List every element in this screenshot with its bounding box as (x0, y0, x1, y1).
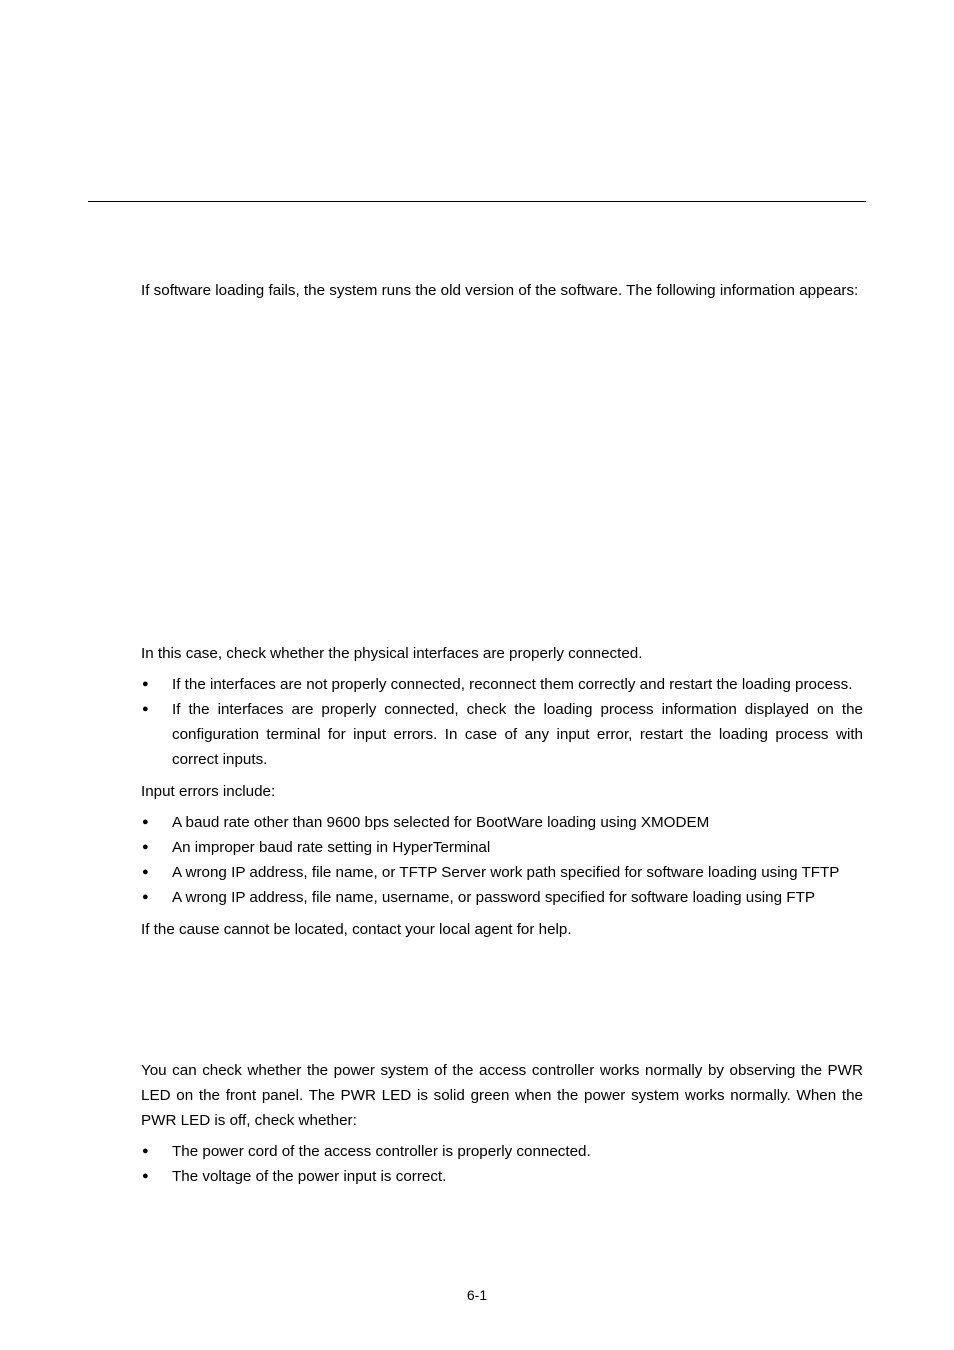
page-number: 6-1 (466, 1287, 488, 1303)
list-item: ● A baud rate other than 9600 bps selected for BootWare loading using XMODEM (141, 810, 863, 835)
header-rule (88, 201, 866, 202)
power-intro-paragraph: You can check whether the power system of the access controller works normally by observing the PWR LED on the front panel. The PWR LED is solid green when the power system works normally. When the PWR LED is off, check whether: (141, 1062, 863, 1129)
software-intro-paragraph: If software loading fails, the system runs the old version of the software. The following information appears: (141, 282, 859, 299)
power-check-list (141, 1139, 863, 1189)
interface-check-list (141, 672, 863, 772)
bullet-dot-icon: ● (142, 678, 149, 690)
software-intro-block (141, 278, 863, 303)
list-item: ● A wrong IP address, file name, or TFTP Server work path specified for software loading using TFTP (141, 860, 863, 885)
list-item: ● An improper baud rate setting in HyperTerminal (141, 835, 863, 860)
list-item: ● If the interfaces are not properly connected, reconnect them correctly and restart the loading process. (141, 672, 863, 697)
closing-paragraph: If the cause cannot be located, contact your local agent for help. (141, 921, 572, 938)
bullet-dot-icon: ● (142, 703, 149, 715)
bullet-dot-icon: ● (142, 1170, 149, 1182)
list-item: ● The power cord of the access controller is properly connected. (141, 1139, 863, 1164)
bullet-dot-icon: ● (142, 816, 149, 828)
interface-check-paragraph: In this case, check whether the physical interfaces are properly connected. (141, 645, 643, 662)
bullet-dot-icon: ● (142, 841, 149, 853)
input-errors-heading: Input errors include: (141, 783, 276, 800)
list-item: ● A wrong IP address, file name, username, or password specified for software loading using FTP (141, 885, 863, 910)
list-item: ● If the interfaces are properly connected, check the loading process information displayed on the configuration terminal for input errors. In case of any input error, restart the loading process with correct inputs. (141, 697, 863, 772)
software-check-block (141, 641, 863, 942)
bullet-dot-icon: ● (142, 1145, 149, 1157)
power-section-block (141, 1058, 863, 1189)
bullet-dot-icon: ● (142, 866, 149, 878)
bullet-dot-icon: ● (142, 891, 149, 903)
input-errors-list (141, 810, 863, 910)
list-item: ● The voltage of the power input is correct. (141, 1164, 863, 1189)
